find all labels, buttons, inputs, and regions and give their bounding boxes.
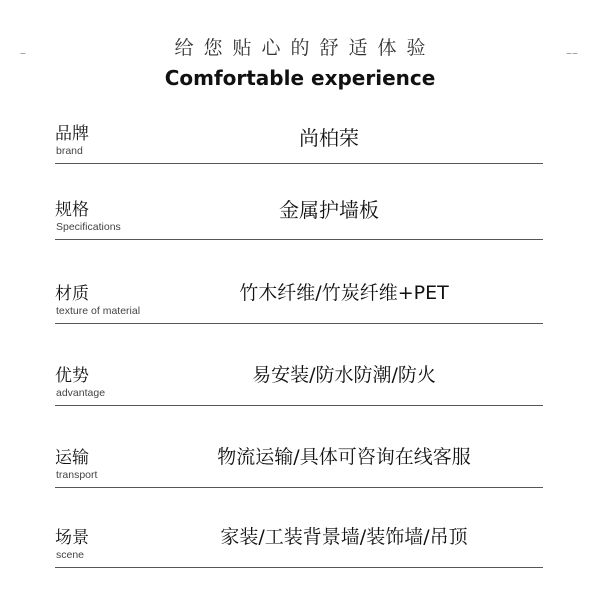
row-label-english: scene (56, 549, 85, 561)
row-label-chinese: 优势 (55, 366, 89, 386)
spec-row-brand (55, 110, 543, 164)
row-label-english: Specifications (56, 221, 121, 233)
row-label-english: brand (56, 145, 83, 157)
row-value: 易安装/防水防潮/防火 (252, 364, 436, 386)
spec-row-scene (55, 488, 543, 568)
row-label-chinese: 品牌 (55, 124, 89, 144)
row-label-english: texture of material (56, 305, 141, 317)
right-dash-decoration: –– (566, 46, 578, 60)
row-label-english: transport (56, 469, 98, 481)
row-label-chinese: 材质 (55, 284, 89, 304)
row-label-chinese: 规格 (55, 200, 89, 220)
row-label-chinese: 场景 (55, 528, 89, 548)
spec-row-specifications (55, 164, 543, 240)
row-value: 物流运输/具体可咨询在线客服 (217, 446, 471, 468)
spec-row-advantage (55, 324, 543, 406)
spec-row-transport (55, 406, 543, 488)
page-title-chinese: 给您贴心的舒适体验 (174, 37, 436, 59)
row-label-english: advantage (56, 387, 106, 399)
spec-table (55, 110, 543, 568)
row-value: 家装/工装背景墙/装饰墙/吊顶 (220, 526, 468, 548)
row-label-chinese: 运输 (55, 448, 89, 468)
spec-row-material (55, 240, 543, 324)
row-value: 尚柏荣 (299, 126, 359, 150)
row-value: 金属护墙板 (279, 198, 379, 222)
row-value: 竹木纤维/竹炭纤维+PET (239, 282, 449, 304)
left-dash-decoration: – (20, 46, 26, 60)
page-title-english: Comfortable experience (164, 66, 436, 90)
header (0, 0, 600, 110)
